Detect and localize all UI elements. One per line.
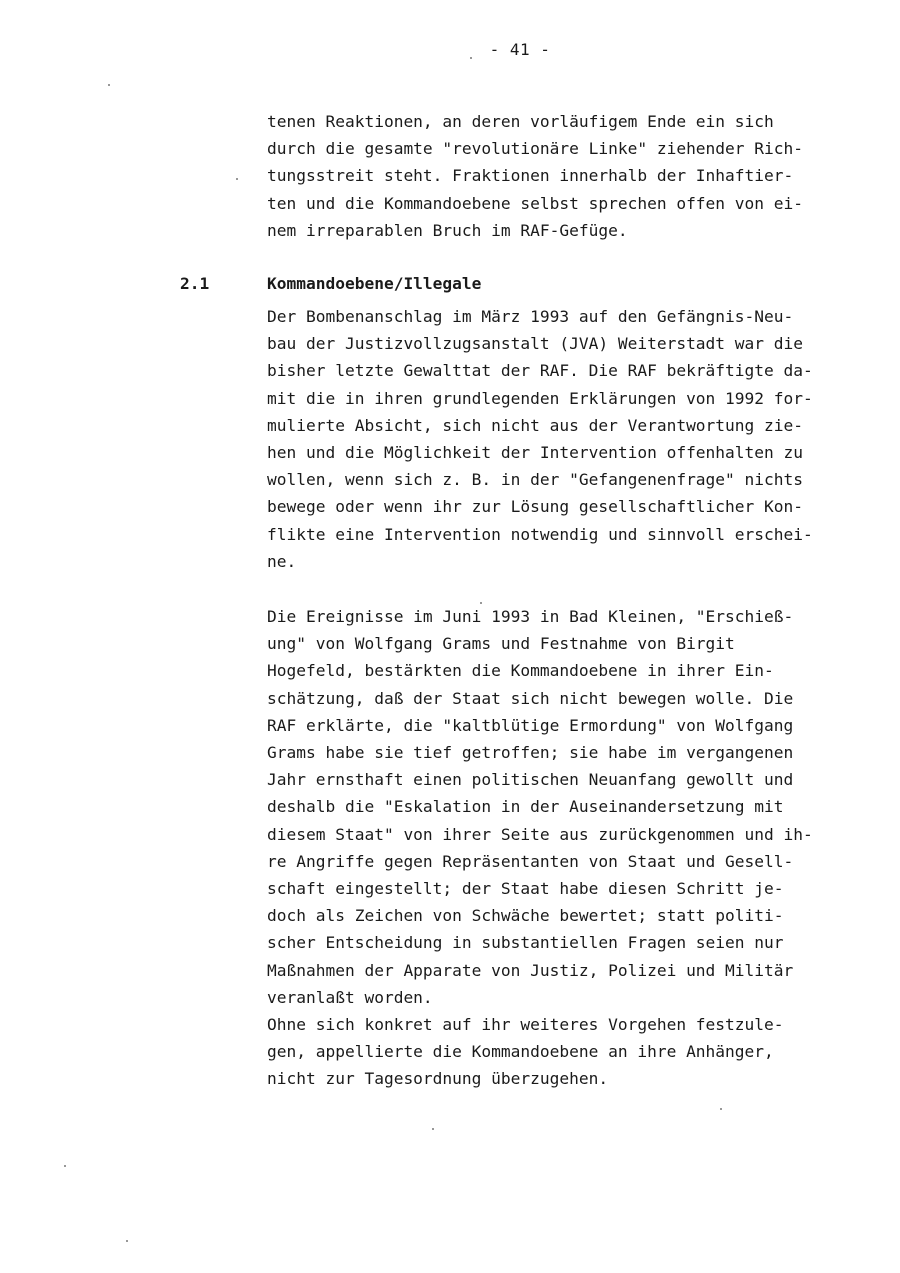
page-number: - 41 - (489, 40, 551, 59)
text-line: Maßnahmen der Apparate von Justiz, Polizei und Militär (267, 960, 794, 980)
text-line: gen, appellierte die Kommandoebene an ihre Anhänger, (267, 1042, 774, 1062)
text-line: ten und die Kommandoebene selbst sprechen offen von ei- (267, 193, 804, 213)
text-line: tenen Reaktionen, an deren vorläufigem Ende ein sich (267, 112, 774, 131)
text-line: Jahr ernsthaft einen politischen Neuanfang gewollt und (267, 770, 794, 790)
text-line: ung" von Wolfgang Grams und Festnahme von Birgit (267, 634, 735, 654)
text-line: Die Ereignisse im Juni 1993 in Bad Kleinen, "Erschieß- (267, 607, 794, 626)
scan-speck (470, 57, 472, 59)
text-line: hen und die Möglichkeit der Intervention offenhalten zu (267, 443, 804, 463)
scan-speck (432, 1128, 434, 1130)
scan-speck (720, 1108, 722, 1110)
section-number: 2.1 (180, 274, 210, 293)
text-line: nem irreparablen Bruch im RAF-Gefüge. (267, 220, 628, 240)
text-line: bisher letzte Gewalttat der RAF. Die RAF bekräftigte da- (267, 361, 813, 381)
text-line: durch die gesamte "revolutionäre Linke" ziehender Rich- (267, 139, 804, 159)
text-line: mulierte Absicht, sich nicht aus der Verantwortung zie- (267, 415, 804, 435)
text-line: re Angriffe gegen Repräsentanten von Staat und Gesell- (267, 851, 794, 871)
text-line: RAF erklärte, die "kaltblütige Ermordung" von Wolfgang (267, 715, 794, 735)
text-line: bau der Justizvollzugsanstalt (JVA) Weiterstadt war die (267, 334, 804, 354)
paragraph-2 (267, 603, 887, 1093)
intro-paragraph (267, 108, 887, 244)
scan-speck (64, 1165, 66, 1167)
text-line: Ohne sich konkret auf ihr weiteres Vorgehen festzule- (267, 1015, 784, 1035)
text-line: schaft eingestellt; der Staat habe diesen Schritt je- (267, 879, 784, 899)
text-line: deshalb die "Eskalation in der Auseinandersetzung mit (267, 797, 784, 817)
text-line: bewege oder wenn ihr zur Lösung gesellschaftlicher Kon- (267, 497, 804, 517)
text-line: diesem Staat" von ihrer Seite aus zurückgenommen und ih- (267, 824, 813, 844)
scan-speck (480, 602, 482, 604)
scan-speck (108, 84, 110, 86)
scan-speck (126, 1240, 128, 1242)
text-line: Der Bombenanschlag im März 1993 auf den Gefängnis-Neu- (267, 307, 794, 326)
text-line: mit die in ihren grundlegenden Erklärungen von 1992 for- (267, 388, 813, 408)
text-line: nicht zur Tagesordnung überzugehen. (267, 1069, 609, 1089)
text-line: Hogefeld, bestärkten die Kommandoebene in ihrer Ein- (267, 661, 774, 681)
text-line: schätzung, daß der Staat sich nicht bewegen wolle. Die (267, 688, 794, 708)
scan-speck (236, 178, 238, 180)
text-line: ne. (267, 551, 297, 571)
text-line: flikte eine Intervention notwendig und sinnvoll erschei- (267, 524, 813, 544)
paragraph-1 (267, 303, 887, 575)
text-line: wollen, wenn sich z. B. in der "Gefangenenfrage" nichts (267, 470, 804, 490)
text-line: scher Entscheidung in substantiellen Fragen seien nur (267, 933, 784, 953)
text-line: tungsstreit steht. Fraktionen innerhalb der Inhaftier- (267, 166, 794, 186)
text-line: doch als Zeichen von Schwäche bewertet; statt politi- (267, 906, 784, 926)
section-title: Kommandoebene/Illegale (267, 274, 482, 293)
text-line: veranlaßt worden. (267, 987, 433, 1007)
text-line: Grams habe sie tief getroffen; sie habe im vergangenen (267, 743, 794, 763)
